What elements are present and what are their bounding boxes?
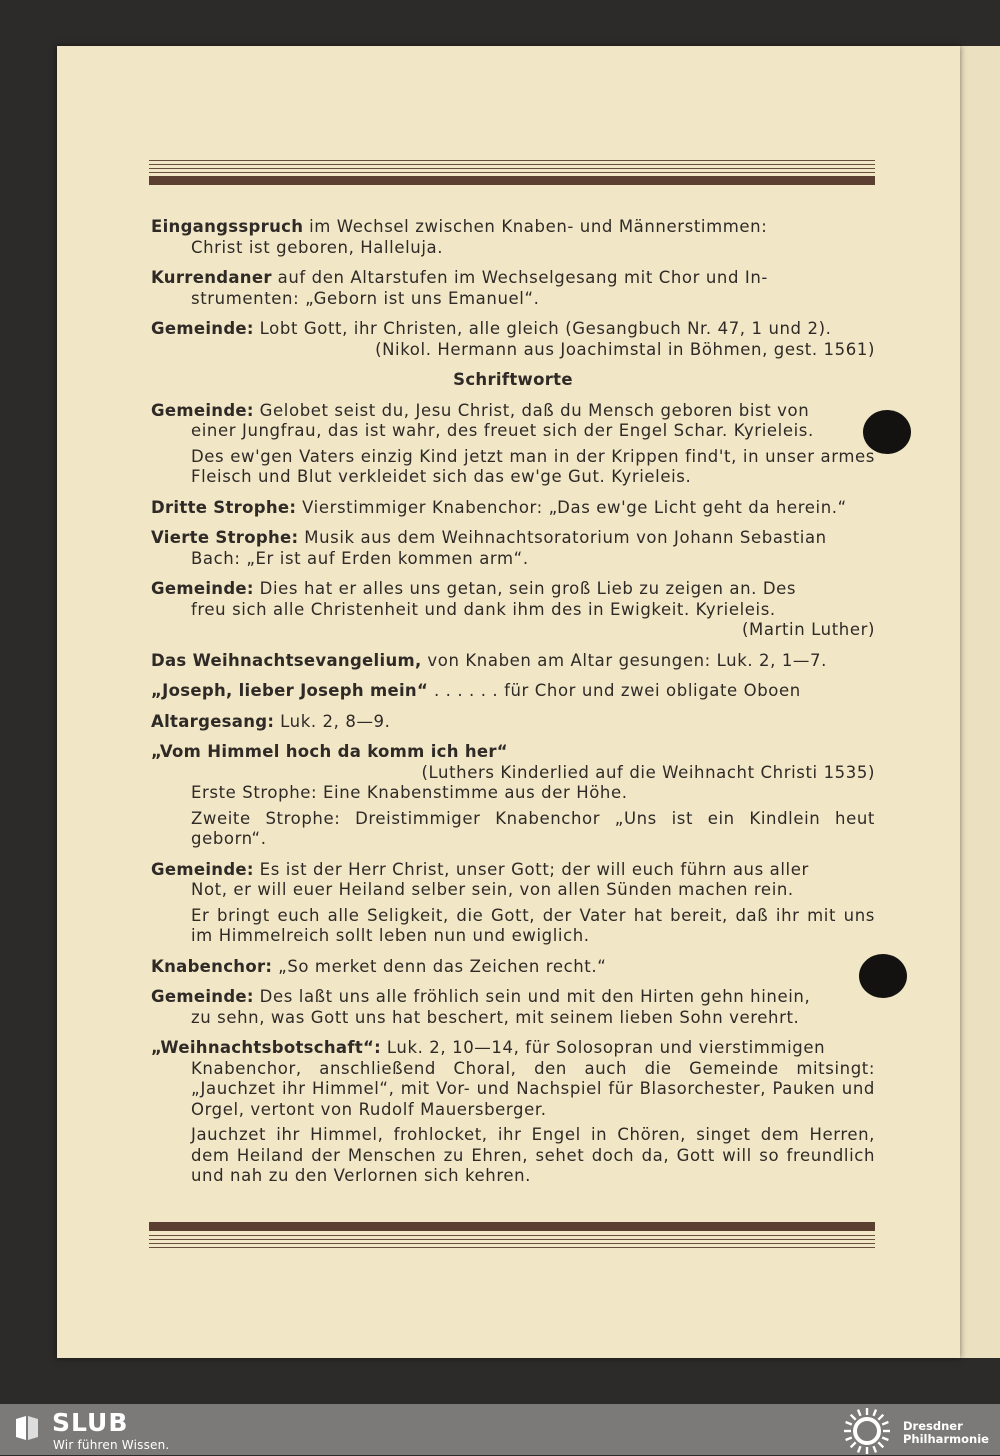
entry-verse: Er bringt euch alle Seligkeit, die Gott, der Vater hat bereit, daß ihr mit uns im Himmelreich sollt leben nun und ewiglich.: [191, 905, 875, 945]
entry-title: Vierte Strophe:: [151, 528, 299, 547]
entry-title: „Vom Himmel hoch da komm ich her“: [151, 742, 508, 761]
entry-first-line: [151, 957, 875, 978]
entry-first-line: [151, 681, 875, 702]
entry-text: von Knaben am Altar gesungen: Luk. 2, 1—7.: [421, 650, 827, 670]
entry-title: Gemeinde:: [151, 859, 254, 879]
program-entry: [151, 217, 875, 258]
entry-continuation: einer Jungfrau, das ist wahr, des freuet sich der Engel Schar. Kyrieleis.: [191, 421, 814, 440]
entry-text: Musik aus dem Weihnachtsoratorium von Johann Sebastian: [298, 528, 827, 547]
program-entry: [151, 712, 875, 733]
entry-first-line: [151, 579, 875, 600]
entry-text: Luk. 2, 10—14, für Solosopran und vierstimmigen: [381, 1038, 826, 1057]
entry-continuation: Christ ist geboren, Halleluja.: [191, 237, 444, 257]
entry-first-line: [151, 401, 875, 422]
slub-logo-text[interactable]: SLUB: [52, 1408, 129, 1437]
entry-attribution: (Luthers Kinderlied auf die Weihnacht Christi 1535): [421, 762, 875, 782]
program-entry: [151, 498, 875, 519]
entry-first-line: [151, 860, 875, 881]
slub-tagline: Wir führen Wissen.: [53, 1438, 170, 1452]
entry-title: Gemeinde:: [151, 319, 254, 338]
slub-book-icon: [14, 1414, 40, 1442]
entry-text: „So merket denn das Zeichen recht.“: [272, 956, 607, 976]
program-page: [57, 46, 960, 1358]
entry-first-line: [151, 712, 875, 733]
program-entry: [151, 579, 875, 641]
entry-text: Lobt Gott, ihr Christen, alle gleich (Gesangbuch Nr. 47, 1 und 2).: [253, 319, 832, 338]
entry-text: im Wechsel zwischen Knaben- und Männerstimmen:: [303, 217, 768, 236]
phil-line-1: Dresdner: [903, 1419, 963, 1433]
program-entry: [151, 528, 875, 569]
entry-continuation: freu sich alle Christenheit und dank ihm des in Ewigkeit. Kyrieleis.: [191, 599, 776, 619]
program-entry: [151, 1038, 875, 1187]
entry-text: Es ist der Herr Christ, unser Gott; der will euch führn aus aller: [253, 859, 809, 879]
entry-title: Knabenchor:: [151, 956, 273, 976]
program-entry: [151, 860, 875, 947]
entry-first-line: [151, 217, 875, 238]
entry-continuation: Knabenchor, anschließend Choral, den auch die Gemeinde mitsingt: „Jauchzet ihr Himmel“, mit Vor- und Nachspiel für Blasorchester, Pauken und Orgel, vertont von Rudolf Mauersberger.: [191, 1058, 875, 1119]
entry-title: Gemeinde:: [151, 400, 254, 420]
entry-text: Gelobet seist du, Jesu Christ, daß du Mensch geboren bist von: [253, 400, 810, 420]
entry-continuation: Bach: „Er ist auf Erden kommen arm“.: [191, 548, 529, 568]
entry-verse: Des ew'gen Vaters einzig Kind jetzt man in der Krippen find't, in unser armes Fleisch und Blut verkleidet sich das ew'ge Gut. Kyrieleis.: [191, 446, 875, 486]
entry-text: . . . . . . für Chor und zwei obligate Oboen: [428, 681, 801, 700]
philharmonie-logo-text[interactable]: [903, 1420, 989, 1446]
entry-title: Eingangsspruch: [151, 217, 304, 236]
program-entry: [151, 681, 875, 702]
program-entry: [151, 987, 875, 1028]
entry-title: Das Weihnachtsevangelium,: [151, 650, 422, 670]
viewer-footer: [0, 1404, 1000, 1455]
entry-continuation: Not, er will euer Heiland selber sein, von allen Sünden machen rein.: [191, 880, 794, 899]
program-entry: [151, 957, 875, 978]
entry-continuation: Erste Strophe: Eine Knabenstimme aus der Höhe.: [191, 783, 628, 802]
program-entry: [151, 319, 875, 360]
entry-first-line: [151, 528, 875, 549]
entry-first-line: [151, 498, 875, 519]
entry-text: auf den Altarstufen im Wechselgesang mit Chor und In-: [271, 268, 768, 287]
phil-line-2: Philharmonie: [903, 1432, 989, 1446]
program-entry: [151, 401, 875, 488]
entry-text: Des laßt uns alle fröhlich sein und mit den Hirten gehn hinein,: [253, 987, 811, 1006]
program-text: [151, 217, 875, 1197]
entry-verse: Zweite Strophe: Dreistimmiger Knabenchor „Uns ist ein Kindlein heut geborn“.: [191, 808, 875, 848]
entry-title: „Joseph, lieber Joseph mein“: [151, 681, 429, 700]
entry-attribution: (Nikol. Hermann aus Joachimstal in Böhmen, gest. 1561): [375, 339, 875, 359]
program-entry: [151, 268, 875, 309]
entry-first-line: [151, 651, 875, 672]
adjacent-page-edge: [958, 46, 1000, 1358]
entry-continuation: strumenten: „Geborn ist uns Emanuel“.: [191, 288, 540, 308]
bottom-ornamental-rule: [149, 1222, 875, 1251]
entry-first-line: [151, 268, 875, 289]
program-entry: [151, 742, 875, 850]
entry-text: Dies hat er alles uns getan, sein groß Lieb zu zeigen an. Des: [253, 579, 797, 598]
entry-first-line: [151, 319, 875, 340]
entry-title: Gemeinde:: [151, 987, 254, 1006]
program-entry: [151, 651, 875, 672]
entry-attribution: (Martin Luther): [742, 620, 875, 639]
entry-text: Luk. 2, 8—9.: [274, 711, 391, 731]
entry-continuation: zu sehn, was Gott uns hat beschert, mit seinem lieben Sohn verehrt.: [191, 1007, 800, 1027]
entry-first-line: [151, 1038, 875, 1059]
entry-title: Gemeinde:: [151, 579, 254, 598]
entry-first-line: [151, 742, 875, 763]
entry-first-line: [151, 987, 875, 1008]
entry-title: „Weihnachtsbotschaft“:: [151, 1038, 382, 1057]
philharmonie-sun-icon: [842, 1406, 892, 1456]
top-ornamental-rule: [149, 160, 875, 185]
section-heading: Schriftworte: [453, 370, 573, 389]
entry-title: Kurrendaner: [151, 268, 272, 287]
entry-verse: Jauchzet ihr Himmel, frohlocket, ihr Engel in Chören, singet dem Herren, dem Heiland der Menschen zu Ehren, sehet doch da, Gott will so freundlich und nah zu den Verlornen sich kehren.: [191, 1125, 875, 1185]
entry-text: Vierstimmiger Knabenchor: „Das ew'ge Licht geht da herein.“: [296, 497, 847, 517]
entry-title: Altargesang:: [151, 711, 275, 731]
entry-title: Dritte Strophe:: [151, 497, 297, 517]
